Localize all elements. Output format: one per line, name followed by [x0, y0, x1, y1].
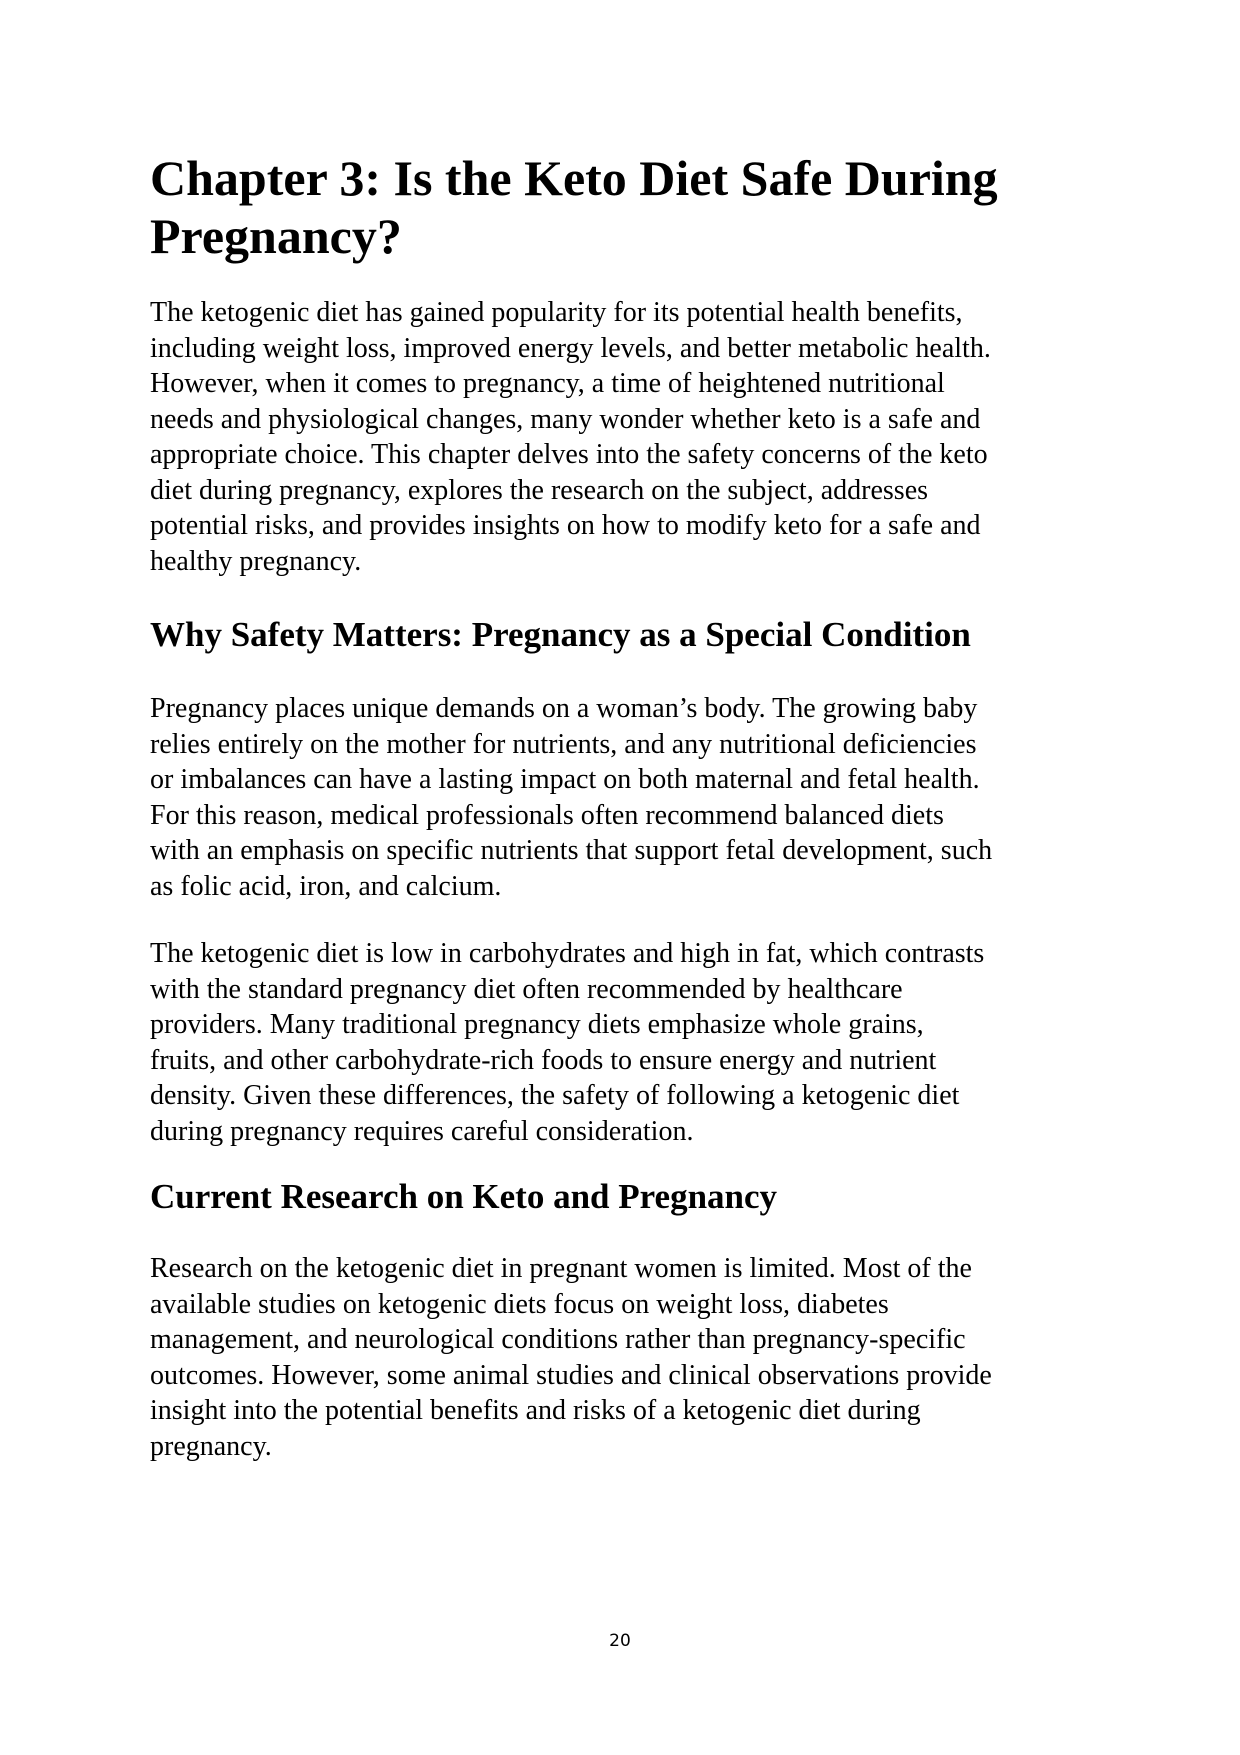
text-line: pregnancy. — [150, 1430, 272, 1462]
text-line: The ketogenic diet is low in carbohydrates and high in fat, which contrasts — [150, 938, 985, 969]
text-line: The ketogenic diet has gained popularity for its potential health benefits, — [150, 297, 963, 328]
safety-paragraph-2 — [150, 936, 984, 1149]
text-line: density. Given these differences, the safety of following a ketogenic diet — [150, 1080, 960, 1111]
text-line: relies entirely on the mother for nutrients, and any nutritional deficiencies — [150, 728, 977, 760]
text-line: potential risks, and provides insights on how to modify keto for a safe and — [150, 510, 981, 541]
text-line: For this reason, medical professionals often recommend balanced diets — [150, 799, 944, 831]
section-heading-safety: Why Safety Matters: Pregnancy as a Special Condition — [150, 615, 971, 654]
text-line: appropriate choice. This chapter delves into the safety concerns of the keto — [150, 439, 988, 470]
text-line: with an emphasis on specific nutrients that support fetal development, such — [150, 835, 993, 866]
text-line: healthy pregnancy. — [150, 545, 362, 577]
text-line: fruits, and other carbohydrate-rich foods to ensure energy and nutrient — [150, 1044, 937, 1076]
text-line: as folic acid, iron, and calcium. — [150, 870, 502, 902]
text-line: Pregnancy places unique demands on a woman’s body. The growing baby — [150, 693, 978, 724]
text-line: diet during pregnancy, explores the research on the subject, addresses — [150, 474, 929, 506]
chapter-title — [150, 149, 998, 265]
text-line: management, and neurological conditions rather than pregnancy-specific — [150, 1324, 966, 1355]
text-line: during pregnancy requires careful consideration. — [150, 1115, 694, 1147]
text-line: insight into the potential benefits and risks of a ketogenic diet during — [150, 1395, 921, 1426]
research-paragraph — [150, 1251, 992, 1464]
text-line: including weight loss, improved energy levels, and better metabolic health. — [150, 332, 991, 364]
text-line: Research on the ketogenic diet in pregnant women is limited. Most of the — [150, 1253, 972, 1284]
section-heading-research: Current Research on Keto and Pregnancy — [150, 1177, 778, 1216]
text-line: available studies on ketogenic diets focus on weight loss, diabetes — [150, 1288, 889, 1320]
title-line: Pregnancy? — [150, 208, 402, 264]
text-line: However, when it comes to pregnancy, a time of heightened nutritional — [150, 368, 945, 399]
text-line: with the standard pregnancy diet often recommended by healthcare — [150, 973, 903, 1005]
page-number: 20 — [609, 1631, 631, 1651]
safety-paragraph-1 — [150, 691, 992, 904]
intro-paragraph — [150, 295, 991, 579]
text-line: needs and physiological changes, many wonder whether keto is a safe and — [150, 403, 981, 435]
text-line: or imbalances can have a lasting impact on both maternal and fetal health. — [150, 764, 980, 795]
text-line: providers. Many traditional pregnancy diets emphasize whole grains, — [150, 1009, 924, 1040]
title-line: Chapter 3: Is the Keto Diet Safe During — [150, 150, 998, 206]
text-line: outcomes. However, some animal studies and clinical observations provide — [150, 1359, 992, 1391]
